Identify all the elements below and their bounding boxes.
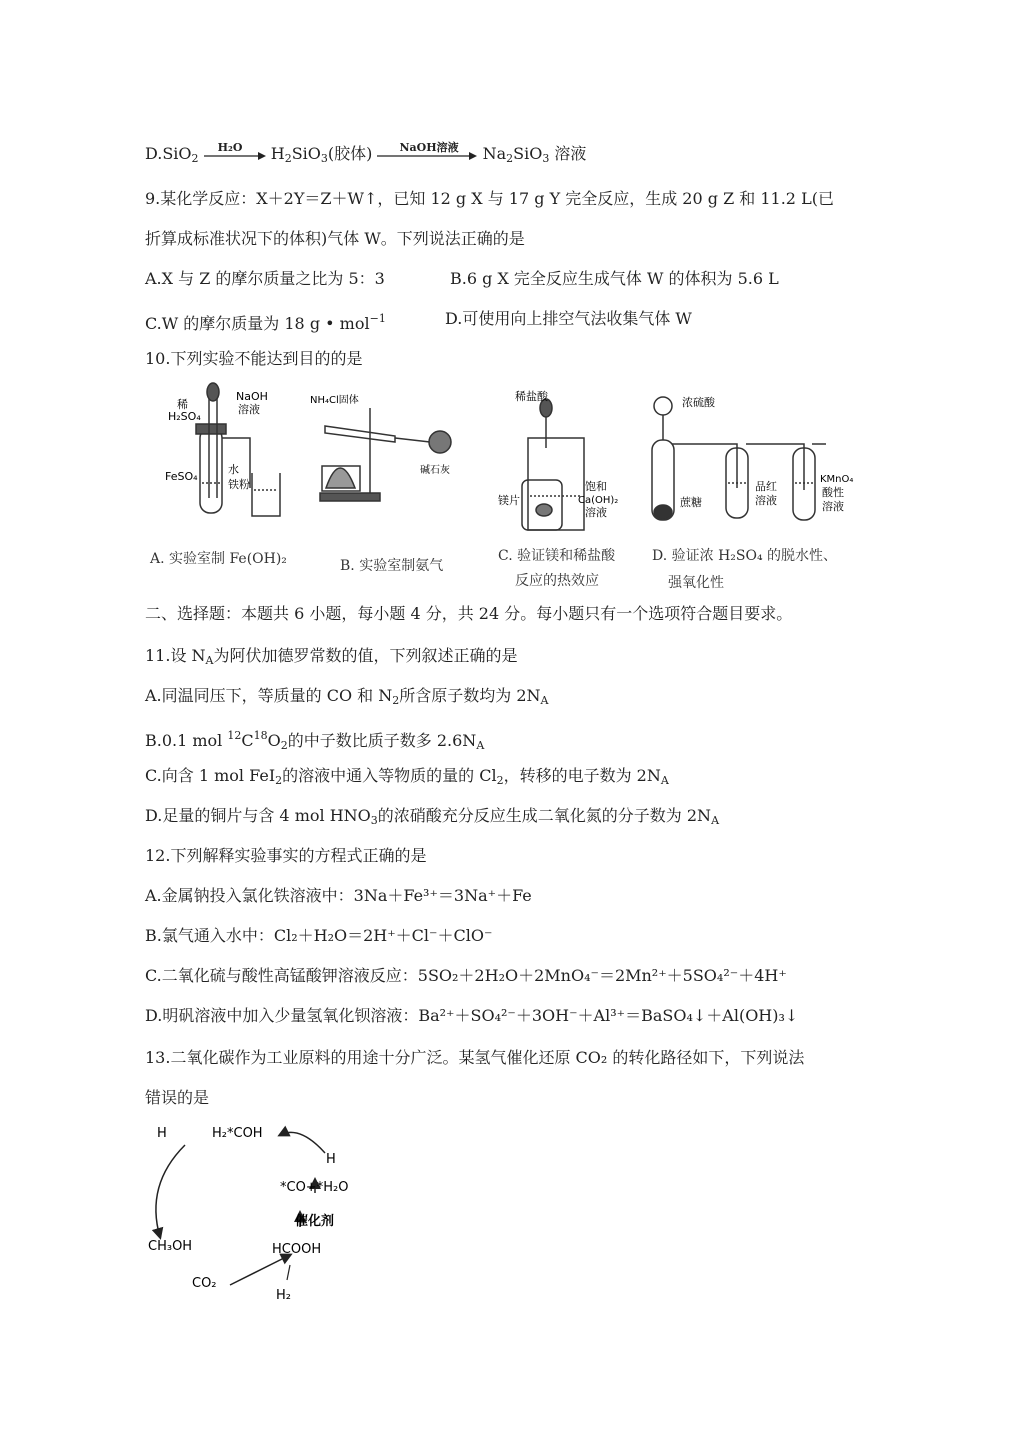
- figC-caption-1: C. 验证镁和稀盐酸: [498, 548, 616, 564]
- figA-caption: A. 实验室制 Fe(OH)₂: [150, 551, 287, 567]
- figD-label-3: 品红: [755, 480, 777, 493]
- q12-option-b: B.氯气通入水中：Cl₂＋H₂O＝2H⁺＋Cl⁻＋ClO⁻: [145, 926, 493, 945]
- figA-label-2: H₂SO₄: [168, 410, 201, 423]
- figA-label-3: NaOH: [236, 390, 268, 403]
- figure-d-apparatus: [652, 397, 826, 520]
- q12-option-a: A.金属钠投入氯化铁溶液中：3Na＋Fe³⁺＝3Na⁺＋Fe: [145, 886, 532, 905]
- figB-label-2: 碱石灰: [420, 465, 450, 476]
- figC-label-2: 镁片: [498, 494, 520, 507]
- figure-c-apparatus: [522, 399, 584, 530]
- figA-label-4: 溶液: [238, 403, 260, 416]
- q12-stem: 12.下列解释实验事实的方程式正确的是: [145, 846, 427, 865]
- figC-label-5: 溶液: [585, 506, 607, 519]
- option-d-previous: D.SiO$_2$ H₂O $H_2SiO_3$(胶体) NaOH溶液 $Na_2SiO_3$ 溶液: [145, 140, 587, 165]
- label-co-h2o: *CO+*H₂O: [280, 1180, 349, 1195]
- q11-option-d: D.足量的铜片与含 4 mol $HNO_3$的浓硝酸充分反应生成二氧化氮的分子数为 $2N_A$: [145, 806, 720, 827]
- q9-option-d: D.可使用向上排空气法收集气体 W: [445, 309, 692, 328]
- figD-label-6: 酸性: [822, 486, 844, 499]
- label-h2coh: H₂*COH: [212, 1126, 263, 1141]
- q11-option-b: B.0.1 mol $^{12}C^{18}O_2$的中子数比质子数多 $2.6N_A$: [145, 729, 485, 752]
- q10-apparatus-figures: [0, 378, 1024, 608]
- q10-stem: 10.下列实验不能达到目的的是: [145, 349, 363, 368]
- reaction-arrow: NaOH溶液: [377, 146, 477, 164]
- q9-option-b: B.6 g X 完全反应生成气体 W 的体积为 5.6 L: [450, 269, 779, 288]
- figB-caption: B. 实验室制氨气: [340, 558, 444, 574]
- arc-co2-to-hcooh: [230, 1255, 290, 1285]
- figC-caption-2: 反应的热效应: [515, 573, 599, 589]
- q9-stem-line1: 9.某化学反应：X＋2Y＝Z＋W↑，已知 12 g X 与 17 g Y 完全反应，生成 20 g Z 和 11.2 L(已: [145, 189, 834, 208]
- figD-caption-2: 强氧化性: [668, 575, 724, 591]
- label-ch3oh: CH₃OH: [148, 1239, 193, 1254]
- q12-option-d: D.明矾溶液中加入少量氢氧化钡溶液：Ba²⁺＋SO₄²⁻＋3OH⁻＋Al³⁺＝BaSO₄↓＋Al(OH)₃↓: [145, 1006, 799, 1025]
- q9-stem-line2: 折算成标准状况下的体积)气体 W。下列说法正确的是: [145, 229, 525, 248]
- figure-b-apparatus: [320, 408, 451, 501]
- arc-h-to-ch3oh: [156, 1145, 185, 1237]
- q9-option-c: C.W 的摩尔质量为 18 g • mol$^{-1}$: [145, 312, 386, 333]
- label-catalyst: 催化剂: [295, 1214, 335, 1229]
- q13-stem-line2: 错误的是: [145, 1088, 210, 1107]
- q11-stem: 11.设 $N_A$为阿伏加德罗常数的值，下列叙述正确的是: [145, 646, 518, 667]
- figA-label-1: 稀: [177, 398, 188, 411]
- figC-label-4: Ca(OH)₂: [578, 495, 619, 506]
- q11-option-a: A.同温同压下，等质量的 CO 和 $N_2$所含原子数均为 $2N_A$: [145, 686, 549, 707]
- label-h2: H₂: [276, 1288, 291, 1303]
- q9-option-a: A.X 与 Z 的摩尔质量之比为 5：3: [145, 269, 385, 288]
- figD-caption-1: D. 验证浓 H₂SO₄ 的脱水性、: [652, 548, 838, 564]
- label-h-left: H: [157, 1126, 167, 1141]
- figB-label-1: NH₄Cl固体: [310, 395, 359, 406]
- label-h-right: H: [326, 1152, 336, 1167]
- figA-label-7: 铁粉: [228, 478, 250, 491]
- figD-label-5: KMnO₄: [820, 474, 854, 485]
- q13-stem-line1: 13.二氧化碳作为工业原料的用途十分广泛。某氢气催化还原 CO₂ 的转化路径如下，下列说法: [145, 1048, 805, 1067]
- section-2-heading: 二、选择题：本题共 6 小题，每小题 4 分，共 24 分。每小题只有一个选项符合题目要求。: [145, 604, 793, 623]
- figC-label-1: 稀盐酸: [515, 390, 548, 403]
- figD-label-4: 溶液: [755, 494, 777, 507]
- arc-to-h2coh: [280, 1132, 325, 1153]
- figD-label-7: 溶液: [822, 500, 844, 513]
- co2-reduction-cycle-diagram: [140, 1115, 400, 1305]
- q12-option-c: C.二氧化硫与酸性高锰酸钾溶液反应：5SO₂＋2H₂O＋2MnO₄⁻＝2Mn²⁺＋5SO₄²⁻＋4H⁺: [145, 966, 787, 985]
- figA-label-5: FeSO₄: [165, 470, 198, 483]
- figD-label-1: 浓硫酸: [682, 396, 715, 409]
- label-co2: CO₂: [192, 1276, 217, 1291]
- figC-label-3: 饱和: [585, 480, 607, 493]
- figA-label-6: 水: [228, 463, 239, 476]
- reaction-arrow: H₂O: [204, 146, 266, 164]
- q11-option-c: C.向含 1 mol FeI$_2$的溶液中通入等物质的量的 $Cl_2$，转移的电子数为 $2N_A$: [145, 766, 669, 787]
- figD-label-2: 蔗糖: [680, 496, 702, 509]
- label-hcooh: HCOOH: [272, 1242, 322, 1257]
